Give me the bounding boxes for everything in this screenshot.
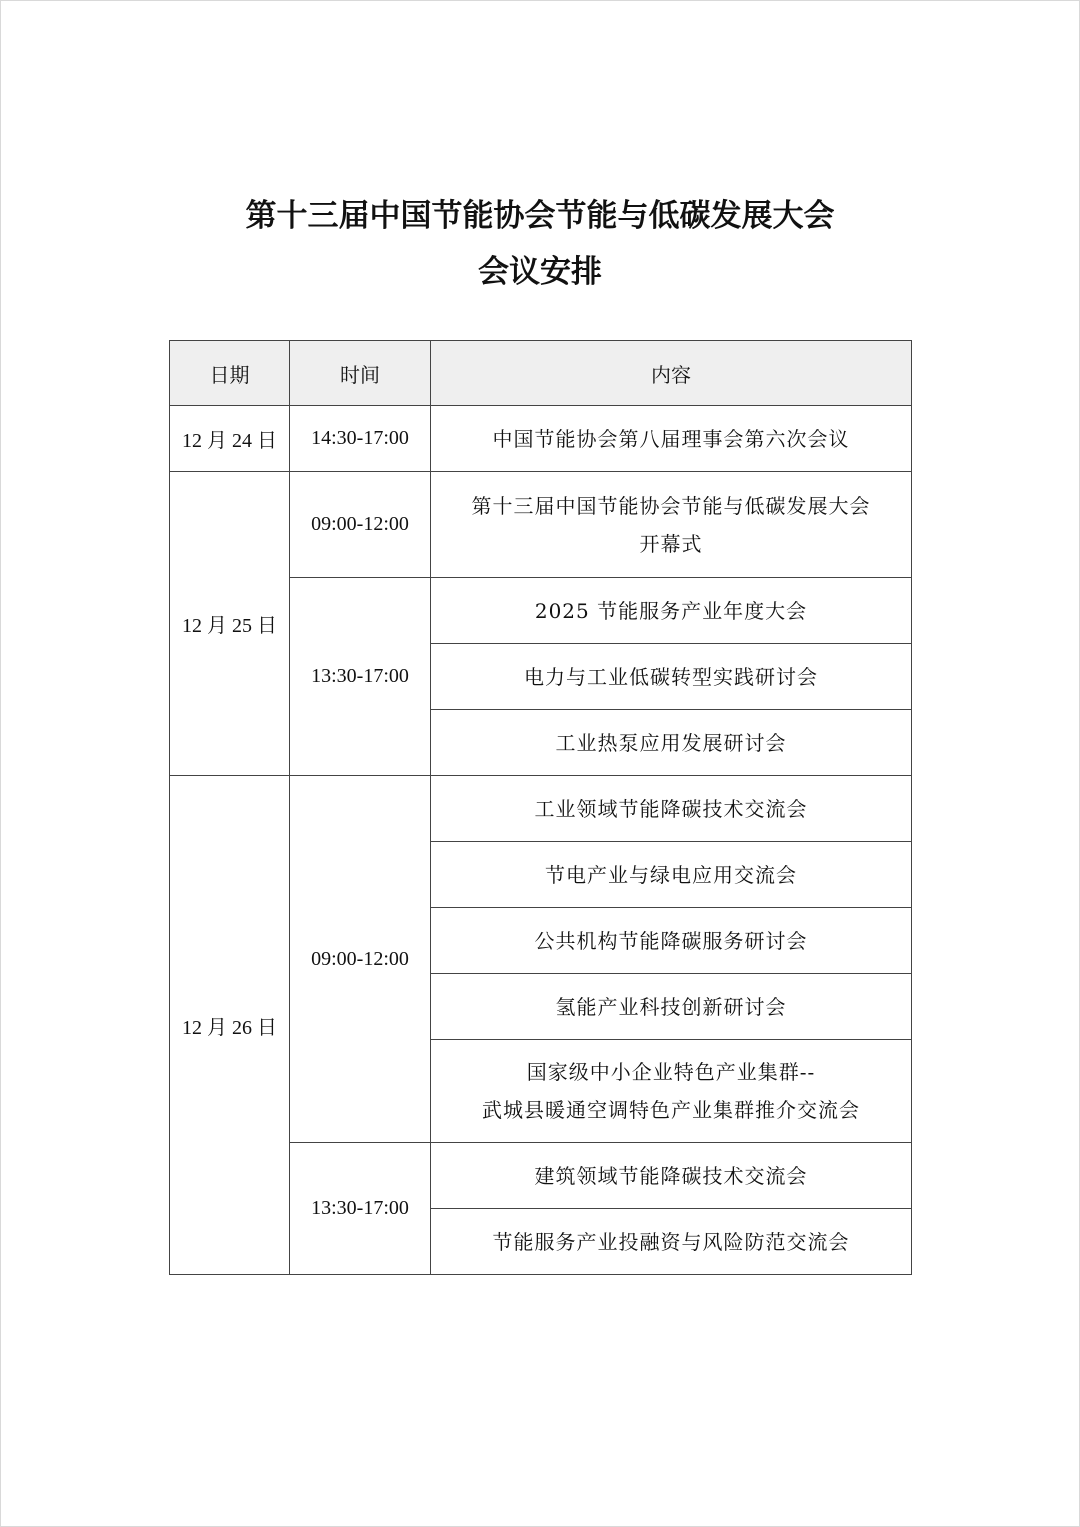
document-title xyxy=(0,188,1080,300)
content-line: 工业领域节能降碳技术交流会 xyxy=(534,796,808,821)
content-line: 中国节能协会第八届理事会第六次会议 xyxy=(492,426,850,451)
content-cell xyxy=(431,974,912,1040)
content-cell xyxy=(431,1040,912,1143)
title-line-1: 第十三届中国节能协会节能与低碳发展大会 xyxy=(245,198,835,234)
content-cell xyxy=(431,710,912,776)
time-cell: 09:00-12:00 xyxy=(290,776,431,1143)
content-cell xyxy=(431,406,912,472)
time-cell: 13:30-17:00 xyxy=(290,578,431,776)
content-line: 氢能产业科技创新研讨会 xyxy=(555,994,787,1019)
content-line: 国家级中小企业特色产业集群-- xyxy=(526,1060,816,1084)
time-cell: 13:30-17:00 xyxy=(290,1143,431,1275)
content-line: 公共机构节能降碳服务研讨会 xyxy=(534,928,808,953)
content-cell xyxy=(431,578,912,644)
table-row xyxy=(170,776,912,842)
content-line: 工业热泵应用发展研讨会 xyxy=(555,730,787,755)
table-row xyxy=(170,472,912,578)
content-line: 武城县暖通空调特色产业集群推介交流会 xyxy=(482,1098,860,1122)
date-cell: 12 月 25 日 xyxy=(170,472,290,776)
content-line: 第十三届中国节能协会节能与低碳发展大会 xyxy=(471,493,871,518)
content-cell xyxy=(431,908,912,974)
header-content: 内容 xyxy=(431,341,912,406)
content-cell xyxy=(431,1143,912,1209)
content-line: 电力与工业低碳转型实践研讨会 xyxy=(524,664,818,689)
content-line: 节电产业与绿电应用交流会 xyxy=(545,862,797,887)
title-line-2: 会议安排 xyxy=(478,254,602,290)
header-time: 时间 xyxy=(290,341,431,406)
time-cell: 09:00-12:00 xyxy=(290,472,431,578)
header-date: 日期 xyxy=(170,341,290,406)
content-cell xyxy=(431,644,912,710)
time-cell: 14:30-17:00 xyxy=(290,406,431,472)
content-cell xyxy=(431,776,912,842)
content-line: 建筑领域节能降碳技术交流会 xyxy=(534,1163,808,1188)
content-line: 节能服务产业投融资与风险防范交流会 xyxy=(492,1229,850,1254)
content-cell xyxy=(431,1209,912,1275)
content-cell xyxy=(431,472,912,578)
date-cell: 12 月 26 日 xyxy=(170,776,290,1275)
content-line: 2025 节能服务产业年度大会 xyxy=(534,598,808,623)
content-cell xyxy=(431,842,912,908)
table-row xyxy=(170,406,912,472)
schedule-table xyxy=(169,340,912,1275)
table-header-row xyxy=(170,341,912,406)
content-line: 开幕式 xyxy=(639,531,703,556)
date-cell: 12 月 24 日 xyxy=(170,406,290,472)
